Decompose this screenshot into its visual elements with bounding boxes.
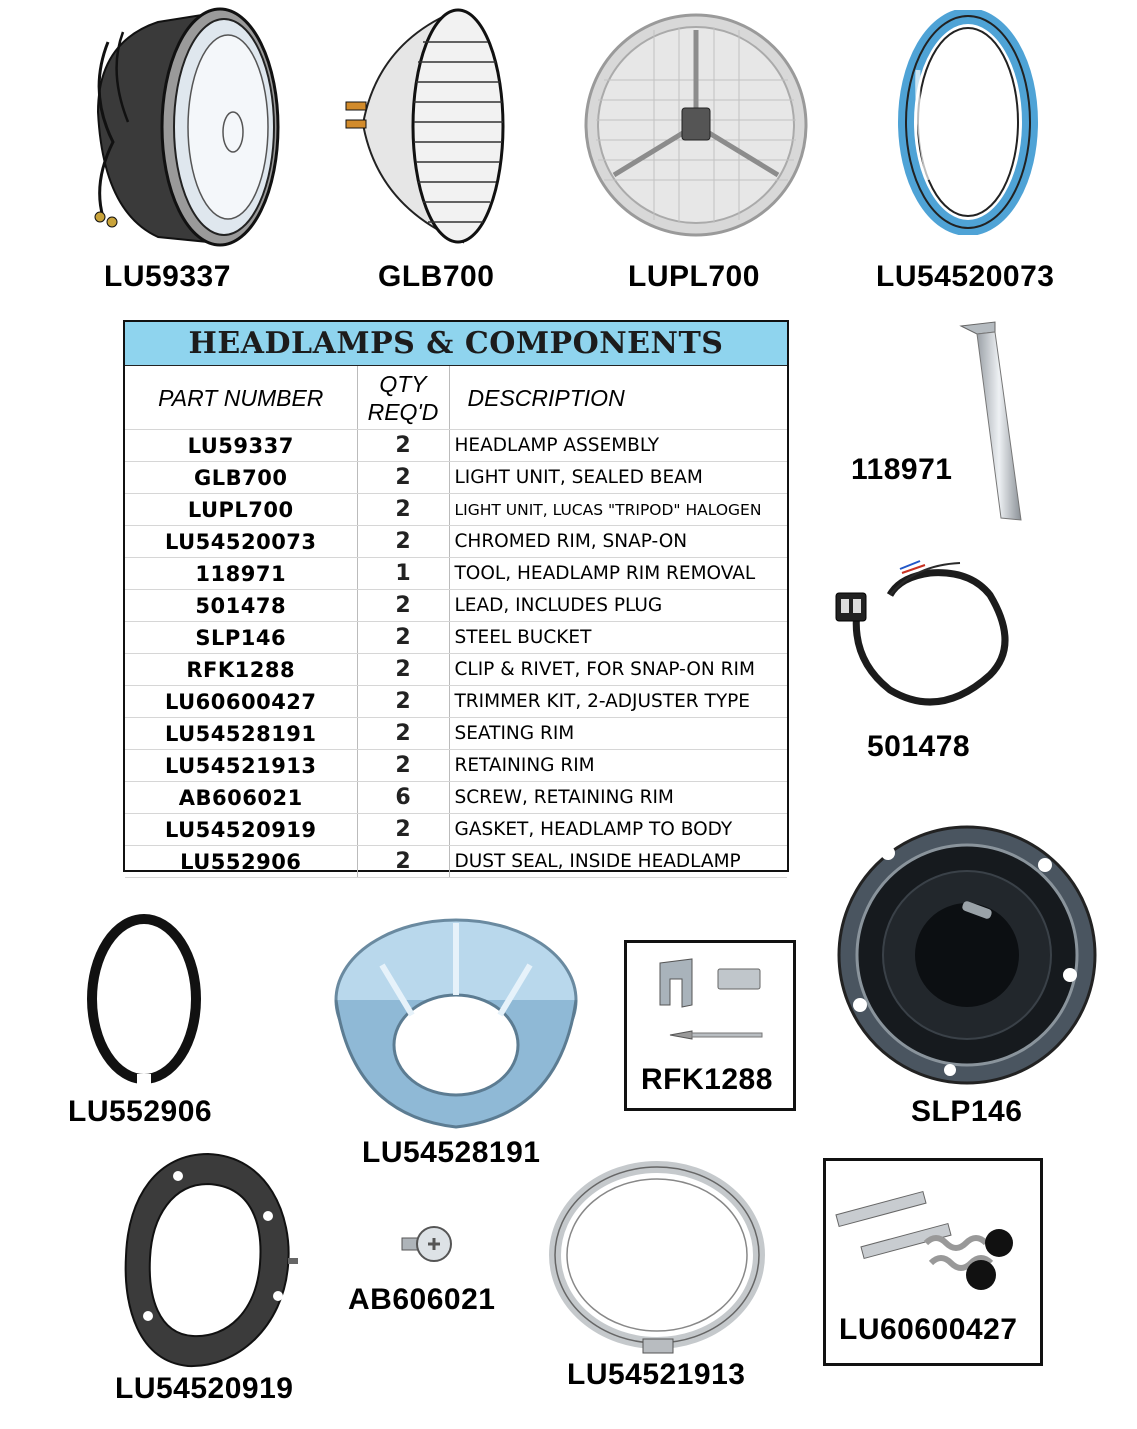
tripod-halogen-image xyxy=(584,10,808,240)
table-row: 118971 1 TOOL, HEADLAMP RIM REMOVAL xyxy=(125,558,787,590)
parts-grid xyxy=(125,366,787,878)
label-ab606021: AB606021 xyxy=(348,1283,496,1316)
clip-and-rivet-image xyxy=(652,955,772,1045)
label-glb700: GLB700 xyxy=(378,260,495,293)
label-lu59337: LU59337 xyxy=(104,260,231,293)
table-row: AB606021 6 SCREW, RETAINING RIM xyxy=(125,782,787,814)
label-lu60600427: LU60600427 xyxy=(839,1313,1018,1346)
seating-rim-image xyxy=(322,905,590,1133)
table-row: LU54520919 2 GASKET, HEADLAMP TO BODY xyxy=(125,814,787,846)
retaining-rim-image xyxy=(545,1155,769,1360)
gasket-image xyxy=(118,1146,298,1374)
dust-seal-image xyxy=(84,912,204,1087)
label-slp146: SLP146 xyxy=(911,1095,1023,1128)
table-row: LUPL700 2 LIGHT UNIT, LUCAS "TRIPOD" HALOGEN xyxy=(125,494,787,526)
label-lupl700: LUPL700 xyxy=(628,260,760,293)
label-lu54520073: LU54520073 xyxy=(876,260,1055,293)
table-row: LU60600427 2 TRIMMER KIT, 2-ADJUSTER TYPE xyxy=(125,686,787,718)
rim-removal-tool-image xyxy=(955,318,1025,523)
table-row: LU54521913 2 RETAINING RIM xyxy=(125,750,787,782)
rfk1288-box xyxy=(624,940,796,1111)
lu60600427-box xyxy=(823,1158,1043,1366)
sealed-beam-image xyxy=(338,2,508,247)
table-row: GLB700 2 LIGHT UNIT, SEALED BEAM xyxy=(125,462,787,494)
screw-image xyxy=(398,1222,454,1267)
table-row: LU54528191 2 SEATING RIM xyxy=(125,718,787,750)
label-rfk1288: RFK1288 xyxy=(641,1063,773,1096)
table-row: 501478 2 LEAD, INCLUDES PLUG xyxy=(125,590,787,622)
parts-table xyxy=(123,320,789,872)
lead-with-plug-image xyxy=(830,555,1015,715)
chromed-rim-image xyxy=(898,10,1038,235)
table-row: LU552906 2 DUST SEAL, INSIDE HEADLAMP xyxy=(125,846,787,878)
label-501478: 501478 xyxy=(867,730,971,763)
col-description: DESCRIPTION xyxy=(449,366,787,430)
label-lu54520919: LU54520919 xyxy=(115,1372,294,1405)
steel-bucket-image xyxy=(830,825,1105,1085)
label-lu54528191: LU54528191 xyxy=(362,1136,541,1169)
col-qty: QTY REQ'D xyxy=(357,366,449,430)
table-row: LU54520073 2 CHROMED RIM, SNAP-ON xyxy=(125,526,787,558)
trimmer-kit-image xyxy=(831,1173,1041,1293)
headlamp-assembly-image xyxy=(78,2,288,252)
table-row: RFK1288 2 CLIP & RIVET, FOR SNAP-ON RIM xyxy=(125,654,787,686)
label-lu552906: LU552906 xyxy=(68,1095,213,1128)
table-row: SLP146 2 STEEL BUCKET xyxy=(125,622,787,654)
label-lu54521913: LU54521913 xyxy=(567,1358,746,1391)
table-row: LU59337 2 HEADLAMP ASSEMBLY xyxy=(125,430,787,462)
col-part-number: PART NUMBER xyxy=(125,366,357,430)
label-118971: 118971 xyxy=(851,453,953,486)
table-title: HEADLAMPS & COMPONENTS xyxy=(125,322,787,366)
